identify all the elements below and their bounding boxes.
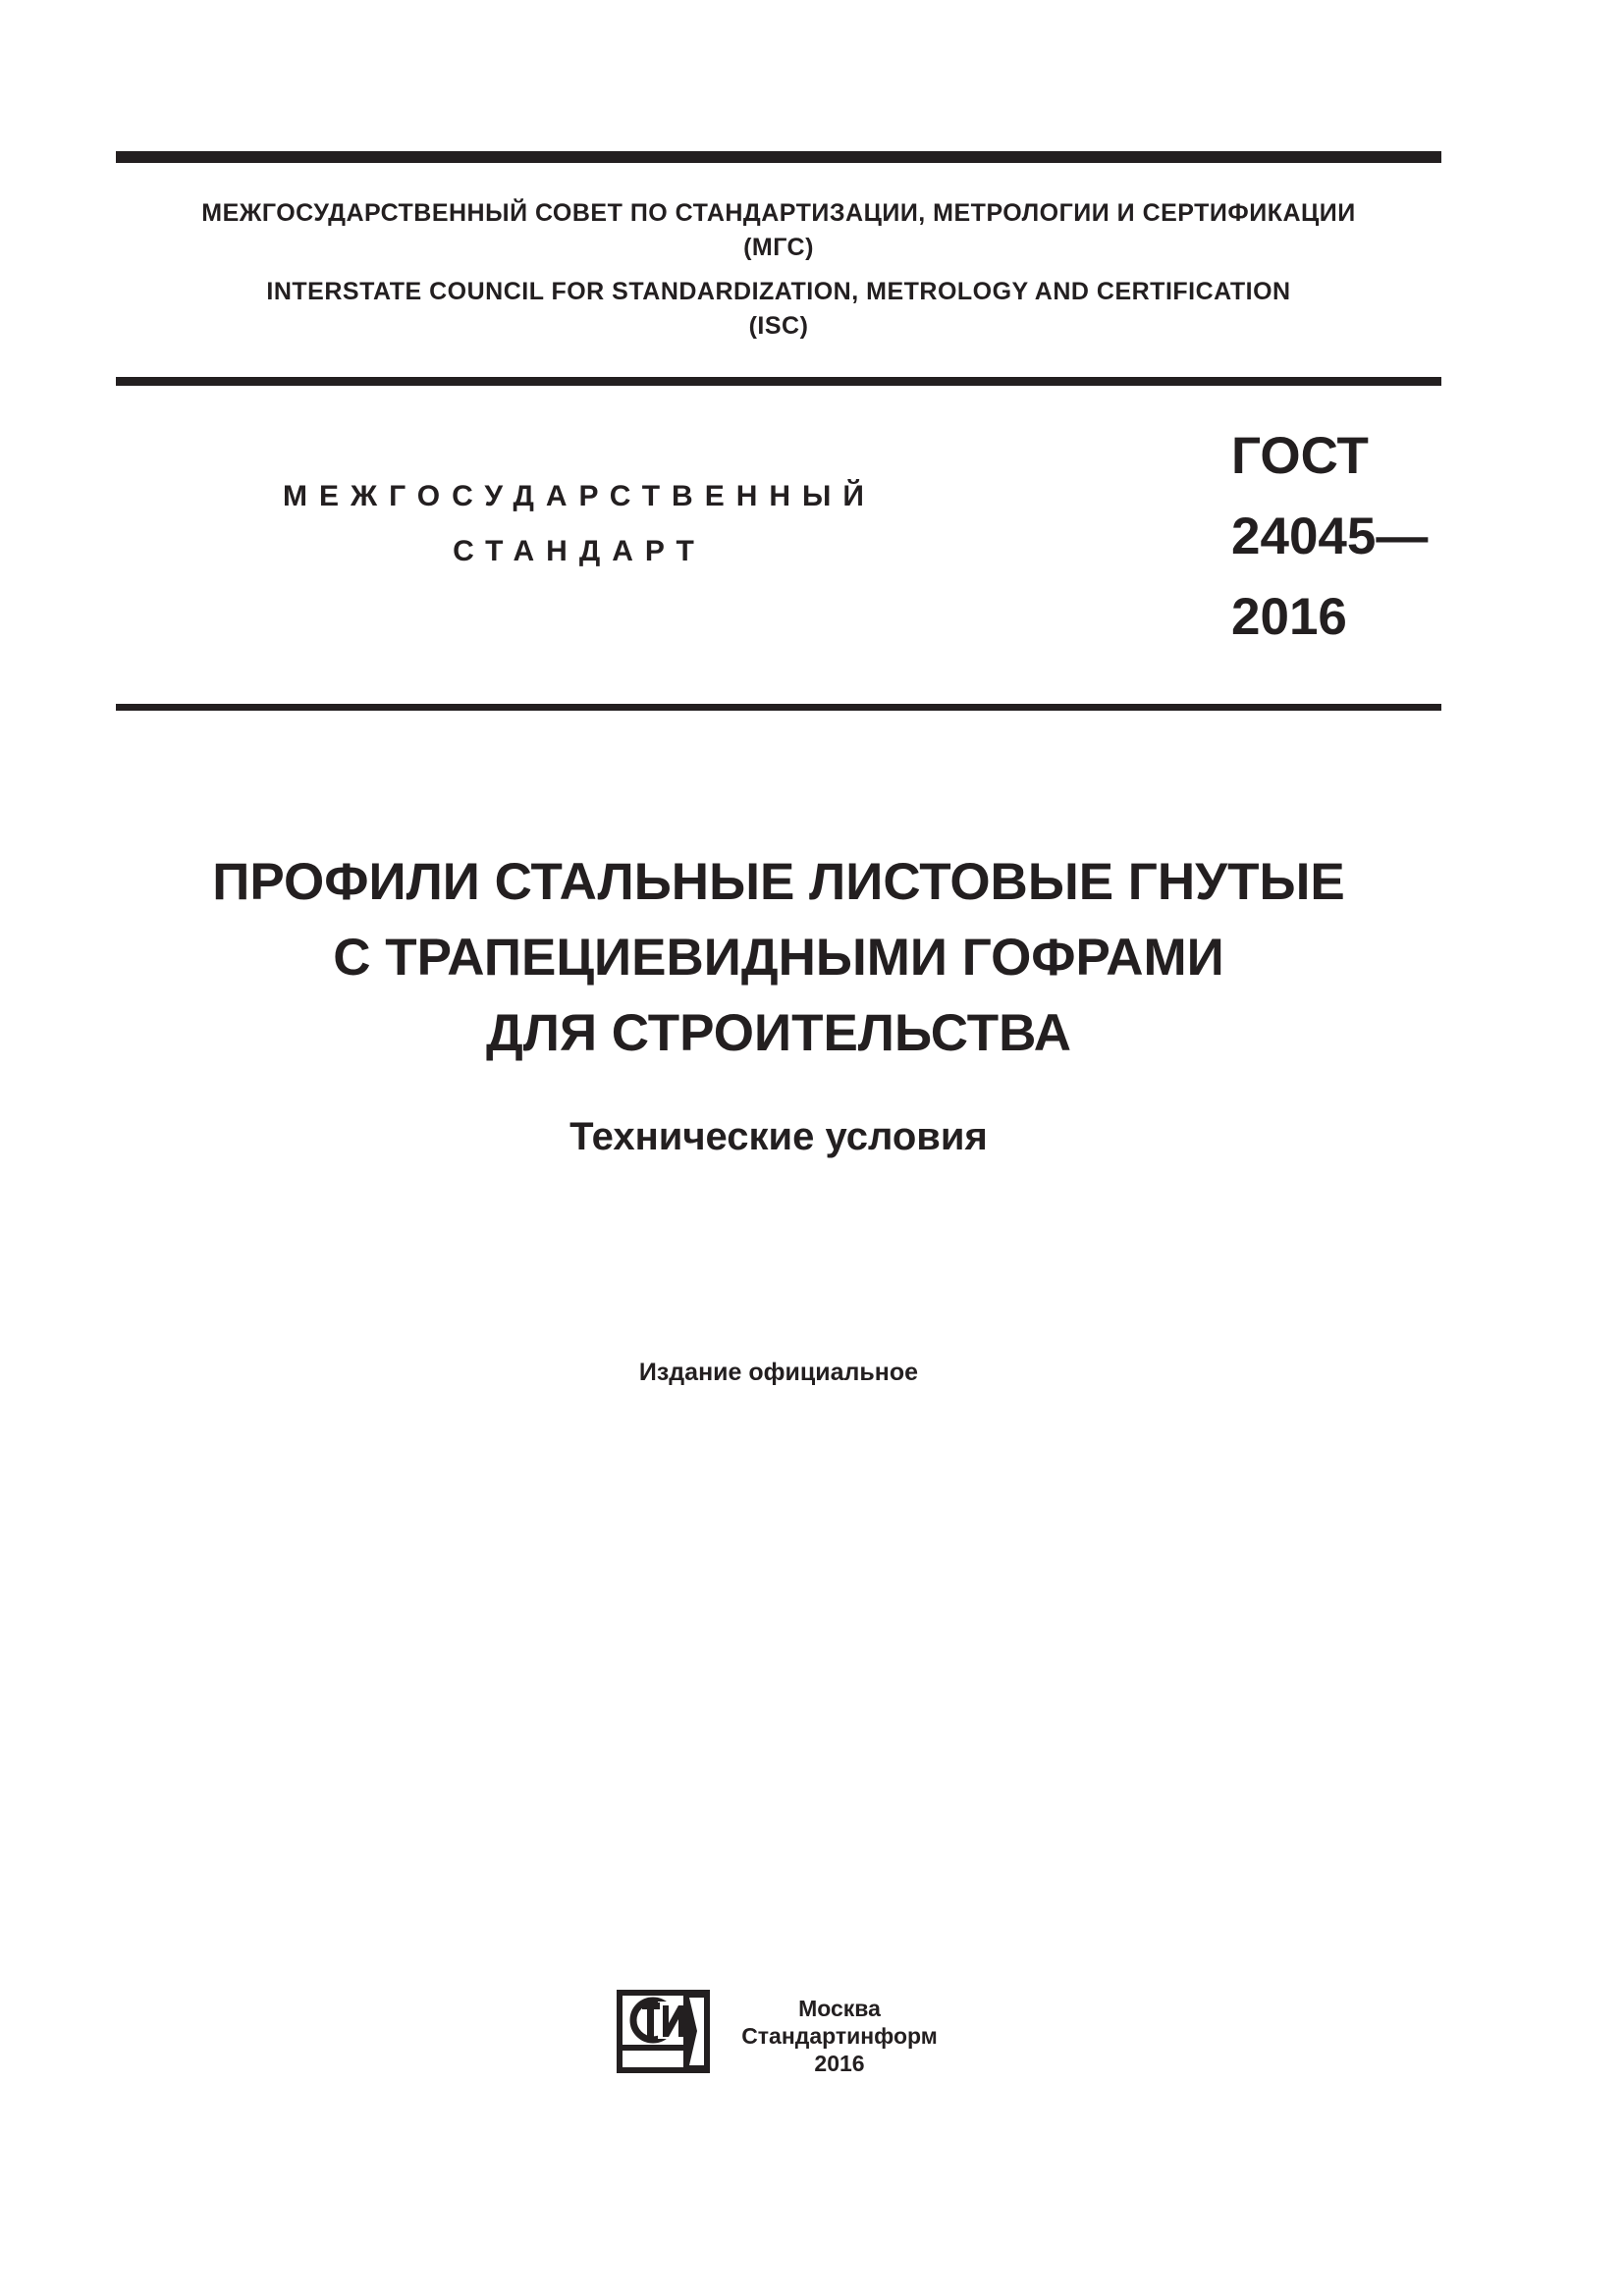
council-name-ru: МЕЖГОСУДАРСТВЕННЫЙ СОВЕТ ПО СТАНДАРТИЗАЦИИ, МЕТРОЛОГИИ И СЕРТИФИКАЦИИ xyxy=(201,199,1356,227)
standartinform-logo-icon xyxy=(617,1990,710,2073)
standard-designation xyxy=(1231,416,1428,658)
document-title xyxy=(116,844,1441,1071)
standard-type-line2: СТАНДАРТ xyxy=(453,535,706,567)
lower-divider xyxy=(116,704,1441,711)
document-subtitle: Технические условия xyxy=(569,1115,988,1158)
title-line2: С ТРАПЕЦИЕВИДНЫМИ ГОФРАМИ xyxy=(333,929,1224,987)
council-abbr-en: (ISC) xyxy=(748,312,809,340)
title-line3: ДЛЯ СТРОИТЕЛЬСТВА xyxy=(486,1004,1071,1062)
title-line1: ПРОФИЛИ СТАЛЬНЫЕ ЛИСТОВЫЕ ГНУТЫЕ xyxy=(212,853,1345,911)
council-name-en: INTERSTATE COUNCIL FOR STANDARDIZATION, METROLOGY AND CERTIFICATION xyxy=(266,278,1291,305)
publisher-year: 2016 xyxy=(814,2051,865,2076)
standard-type xyxy=(265,469,893,579)
top-divider xyxy=(116,151,1441,163)
council-abbr-ru: (МГС) xyxy=(743,234,814,261)
council-header xyxy=(116,196,1441,344)
publisher-block xyxy=(722,1995,957,2077)
edition-note: Издание официальное xyxy=(638,1359,919,1386)
publisher-name: Стандартинформ xyxy=(741,2023,938,2049)
middle-divider xyxy=(116,377,1441,386)
standard-type-line1: МЕЖГОСУДАРСТВЕННЫЙ xyxy=(283,480,876,512)
designation-prefix: ГОСТ xyxy=(1231,427,1369,485)
publisher-city: Москва xyxy=(798,1996,881,2021)
designation-number: 24045— xyxy=(1231,507,1429,565)
designation-year: 2016 xyxy=(1231,588,1347,646)
